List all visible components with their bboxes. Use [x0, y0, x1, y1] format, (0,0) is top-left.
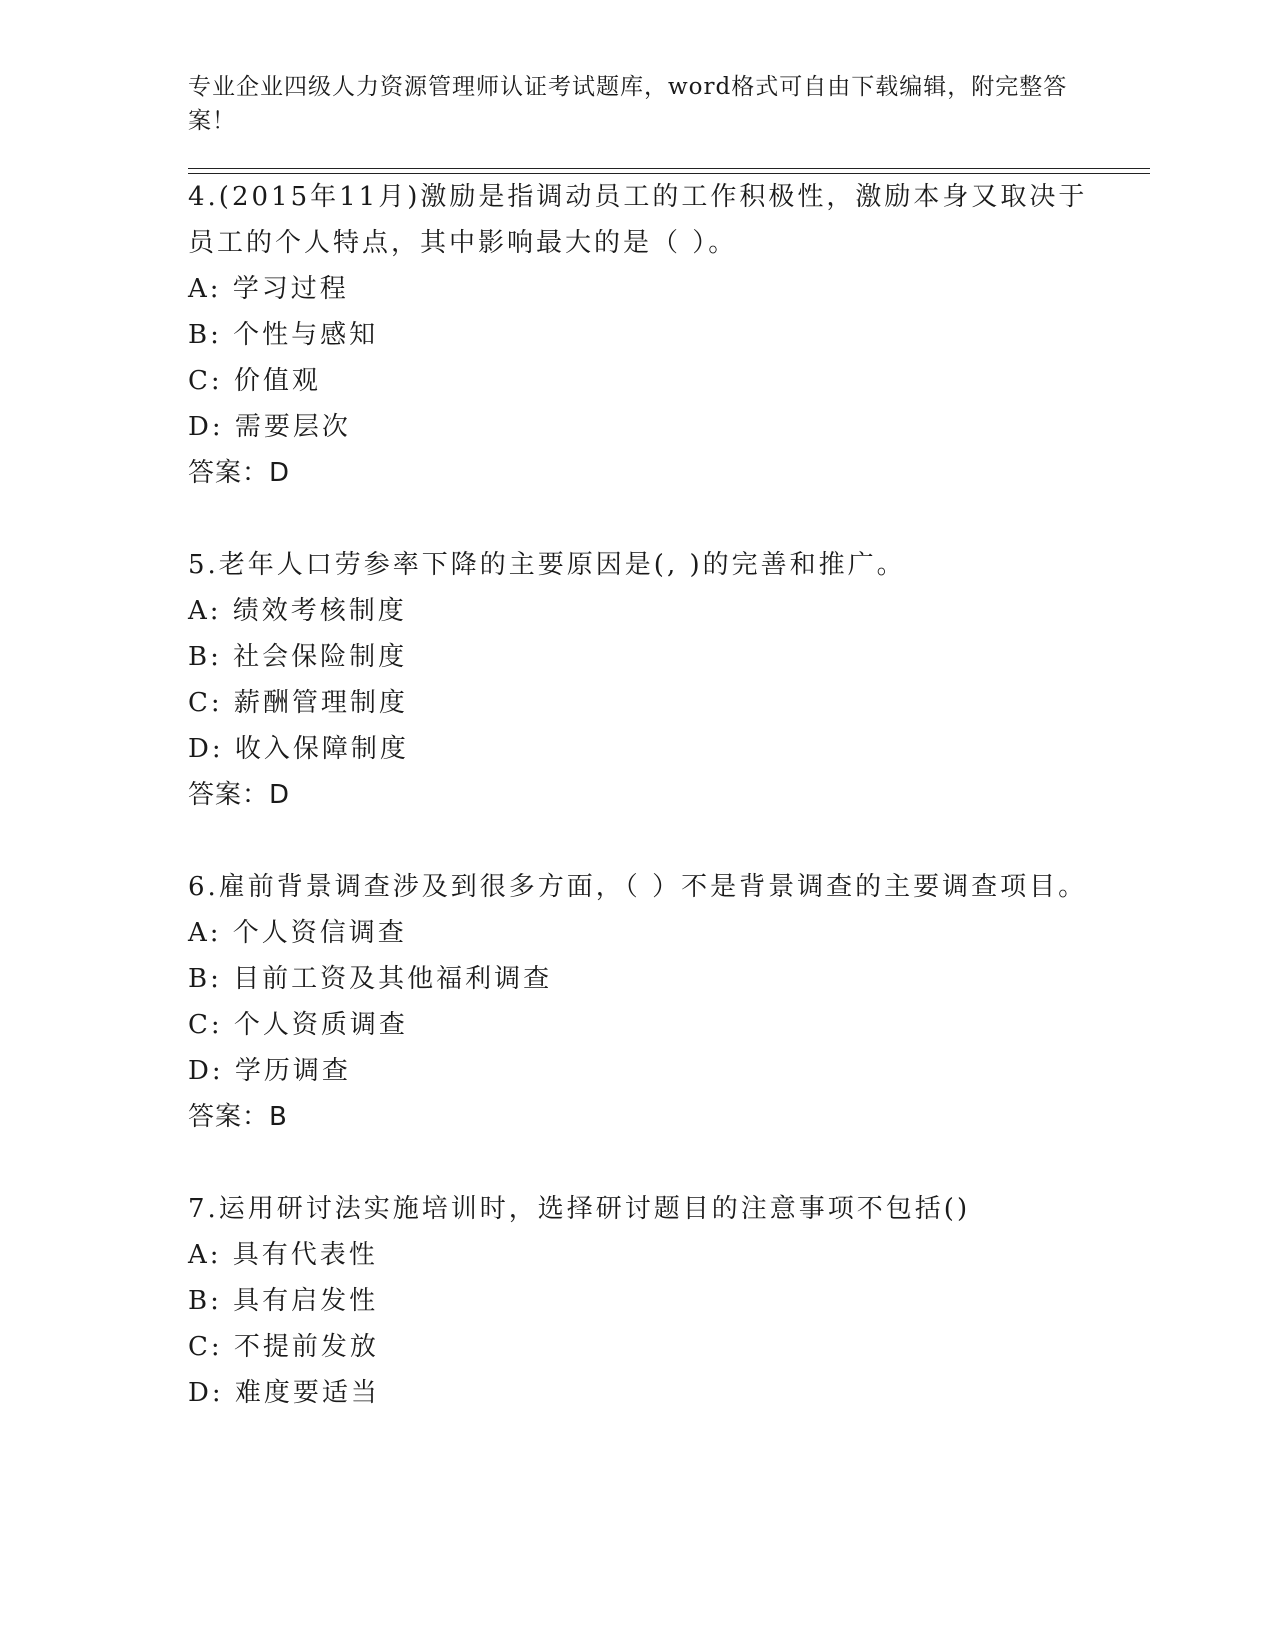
answer-label: 答案：B [188, 1102, 288, 1132]
header-note: 专业企业四级人力资源管理师认证考试题库，word格式可自由下载编辑，附完整答案！ [188, 74, 1068, 134]
option-a: A: 个人资信调查 [188, 918, 407, 948]
question-stem: 7.运用研讨法实施培训时，选择研讨题目的注意事项不包括() [188, 1194, 971, 1224]
question-stem: 6.雇前背景调查涉及到很多方面，（ ）不是背景调查的主要调查项目。 [188, 872, 1088, 902]
option-b: B: 个性与感知 [188, 320, 379, 350]
question-stem: 4.(2015年11月)激励是指调动员工的工作积极性，激励本身又取决于员工的个人特点，其中影响最大的是（ ）。 [188, 182, 1088, 258]
spacer [188, 818, 1150, 864]
option-b: B: 目前工资及其他福利调查 [188, 964, 553, 994]
option-d: D: 需要层次 [188, 412, 351, 442]
question-stem: 5.老年人口劳参率下降的主要原因是(, )的完善和推广。 [188, 550, 906, 580]
option-c: C: 价值观 [188, 366, 321, 396]
question-5 [188, 542, 1150, 818]
option-d: D: 学历调查 [188, 1056, 351, 1086]
option-c: C: 不提前发放 [188, 1332, 379, 1362]
option-b: B: 社会保险制度 [188, 642, 408, 672]
spacer [188, 496, 1150, 542]
option-a: A: 具有代表性 [188, 1240, 378, 1270]
document-page [188, 70, 1150, 1416]
answer-label: 答案：D [188, 780, 291, 810]
answer-label: 答案：D [188, 458, 291, 488]
question-7 [188, 1186, 1150, 1416]
option-b: B: 具有启发性 [188, 1286, 379, 1316]
option-a: A: 学习过程 [188, 274, 349, 304]
question-4 [188, 174, 1150, 496]
option-c: C: 个人资质调查 [188, 1010, 408, 1040]
option-d: D: 难度要适当 [188, 1378, 380, 1408]
option-d: D: 收入保障制度 [188, 734, 409, 764]
question-6 [188, 864, 1150, 1140]
option-a: A: 绩效考核制度 [188, 596, 407, 626]
option-c: C: 薪酬管理制度 [188, 688, 408, 718]
spacer [188, 1140, 1150, 1186]
